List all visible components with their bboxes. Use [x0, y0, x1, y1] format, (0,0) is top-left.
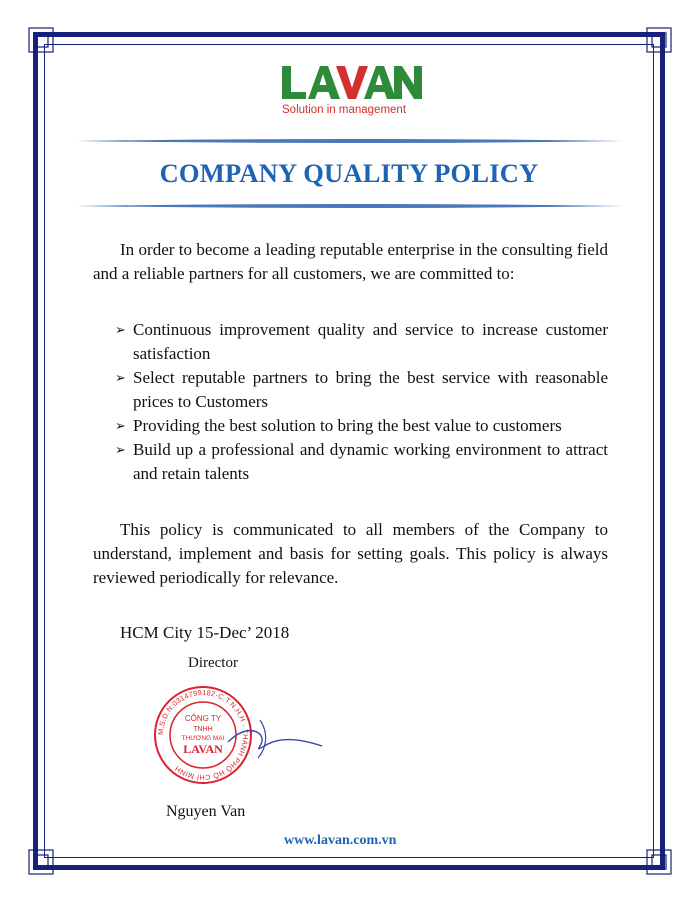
website-link[interactable]: www.lavan.com.vn: [284, 833, 397, 848]
svg-text:THƯƠNG MẠI: THƯƠNG MẠI: [181, 735, 225, 742]
corner-ornament-top-left: [28, 27, 54, 53]
signatory-name: Nguyen Van: [166, 803, 246, 820]
bullet-arrow-icon: ➢: [115, 442, 126, 457]
intro-paragraph: In order to become a leading reputable enterprise in the consulting field and a reliable partners for all customers, we are committed to:: [93, 240, 608, 283]
bullet-arrow-icon: ➢: [115, 418, 126, 433]
document-title: COMPANY QUALITY POLICY: [159, 158, 539, 188]
signatory-title: Director: [188, 655, 238, 671]
svg-text:M.S.D.N:0314799182-C.T.N.H.H -: M.S.D.N:0314799182-C.T.N.H.H - THÀNH PHỐ HỒ CHÍ MINH: [155, 687, 251, 783]
corner-ornament-top-right: [646, 27, 672, 53]
svg-text:CÔNG TY: CÔNG TY: [184, 714, 222, 723]
svg-text:TNHH: TNHH: [193, 726, 213, 733]
bullet-arrow-icon: ➢: [115, 370, 126, 385]
title-rule-bottom: [75, 202, 623, 210]
commitment-list: [93, 318, 608, 486]
title-rule-top: [75, 137, 623, 145]
list-item: ➢ Select reputable partners to bring the best service with reasonable prices to Customers: [115, 368, 608, 411]
svg-text:LAVAN: LAVAN: [183, 742, 223, 756]
list-item: ➢ Continuous improvement quality and service to increase customer satisfaction: [115, 320, 608, 363]
company-logo: [278, 62, 424, 116]
list-item: ➢ Build up a professional and dynamic working environment to attract and retain talents: [115, 440, 608, 483]
corner-ornament-bottom-left: [28, 849, 54, 875]
svg-text:Solution in management: Solution in management: [282, 104, 407, 116]
closing-paragraph: This policy is communicated to all members of the Company to understand, implement and basis for setting goals. This policy is always reviewed periodically for relevance.: [93, 520, 608, 587]
corner-ornament-bottom-right: [646, 849, 672, 875]
bullet-arrow-icon: ➢: [115, 322, 126, 337]
place-date: HCM City 15-Dec’ 2018: [120, 623, 290, 642]
list-item: ➢ Providing the best solution to bring the best value to customers: [93, 414, 608, 438]
company-seal-stamp: [150, 680, 340, 790]
